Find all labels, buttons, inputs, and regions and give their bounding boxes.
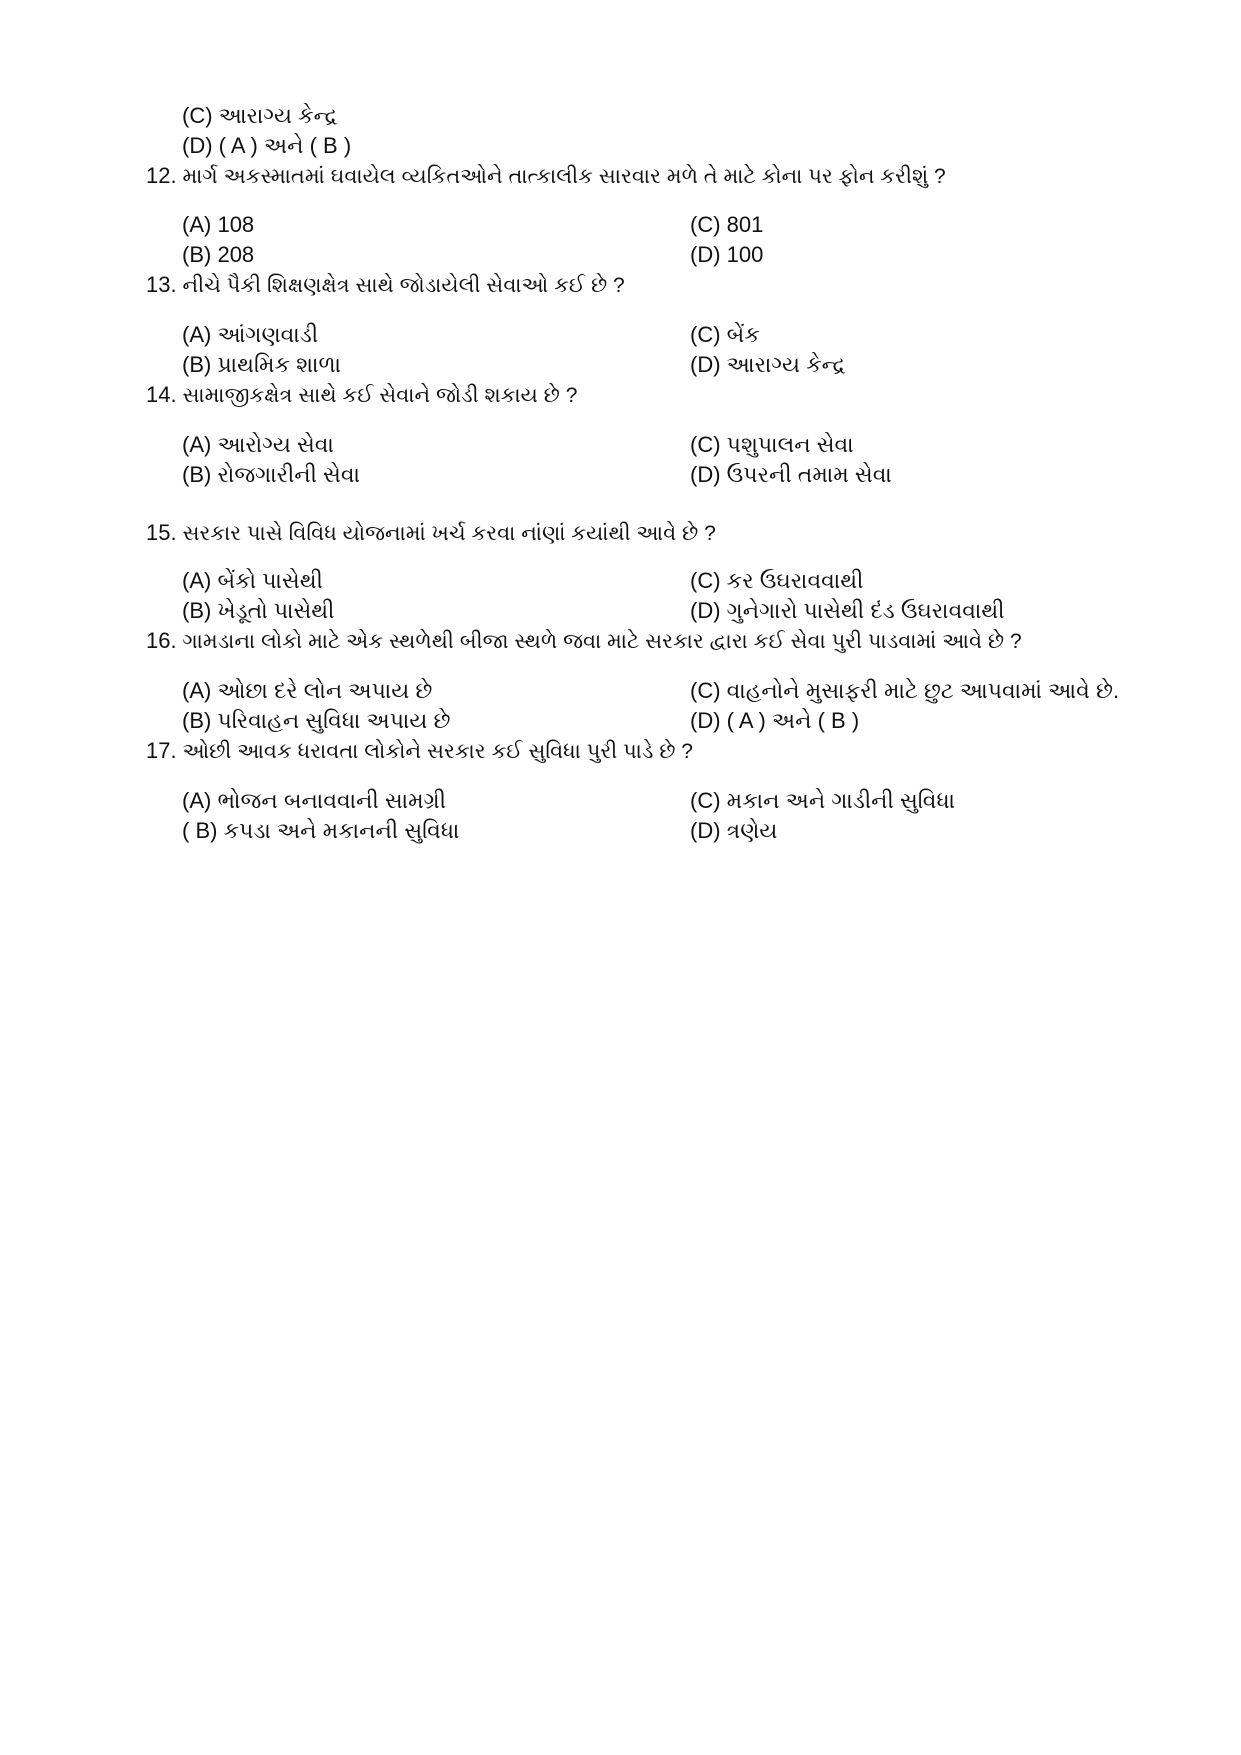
option-d-continued xyxy=(182,135,351,157)
option-text: ( A ) અને ( B ) xyxy=(218,133,352,158)
q16-option-a xyxy=(182,680,432,702)
option-letter: (D) xyxy=(690,708,721,733)
q12-option-a xyxy=(182,214,254,236)
option-text: ખેડૂતો પાસેથી xyxy=(217,598,335,623)
option-text: ઓછા દરે લોન અપાય છે xyxy=(217,678,433,703)
question-number: 17. xyxy=(146,738,177,763)
option-letter: (C) xyxy=(690,432,721,457)
option-letter: (A) xyxy=(182,788,212,813)
option-c-continued xyxy=(182,105,338,127)
option-letter: (A) xyxy=(182,568,212,593)
q15-option-b xyxy=(182,600,334,622)
q15-option-d xyxy=(690,600,1005,622)
option-text: ( A ) અને ( B ) xyxy=(726,708,860,733)
question-text: માર્ગ અકસ્માતમાં ઘવાયેલ વ્યકિતઓને તાત્કાલીક સારવાર મળે તે માટે કોના પર ફોન કરીશું ? xyxy=(182,165,946,188)
option-letter: (C) xyxy=(690,322,721,347)
option-letter: (B) xyxy=(182,462,212,487)
option-text: બેંક xyxy=(726,322,760,347)
option-letter: (C) xyxy=(690,212,721,237)
q16-option-b xyxy=(182,710,451,732)
question-16 xyxy=(146,630,1022,652)
option-text: પરિવાહન સુવિધા અપાય છે xyxy=(217,708,451,733)
option-letter: (D) xyxy=(182,133,213,158)
option-letter: (B) xyxy=(182,708,212,733)
question-number: 14. xyxy=(146,382,177,407)
option-letter: (D) xyxy=(690,598,721,623)
q17-option-b xyxy=(182,820,459,842)
option-letter: (A) xyxy=(182,678,212,703)
option-text: આરાગ્ય કેન્દ્ર xyxy=(726,352,846,377)
option-letter: (D) xyxy=(690,352,721,377)
q14-option-d xyxy=(690,464,892,486)
option-text: ઉપરની તમામ સેવા xyxy=(726,462,892,487)
option-text: 208 xyxy=(217,242,255,267)
option-text: આરાગ્ય કેન્દ્ર xyxy=(218,103,338,128)
option-text: 801 xyxy=(726,212,764,237)
option-letter: (A) xyxy=(182,212,212,237)
option-text: 100 xyxy=(726,242,764,267)
q17-option-a xyxy=(182,790,446,812)
option-text: ગુનેગારો પાસેથી દંડ ઉઘરાવવાથી xyxy=(726,598,1005,623)
q15-option-c xyxy=(690,570,863,592)
option-letter: (B) xyxy=(182,352,212,377)
q13-option-d xyxy=(690,354,846,376)
option-text: કર ઉઘરાવવાથી xyxy=(726,568,864,593)
q14-option-c xyxy=(690,434,854,456)
option-letter: (D) xyxy=(690,242,721,267)
option-text: બેંકો પાસેથી xyxy=(217,568,323,593)
option-text: આંગણવાડી xyxy=(217,322,319,347)
option-letter: (D) xyxy=(690,818,721,843)
option-text: કપડા અને મકાનની સુવિધા xyxy=(223,818,460,843)
question-15 xyxy=(146,522,716,544)
question-14 xyxy=(146,384,577,406)
question-number: 12. xyxy=(146,163,177,188)
question-number: 16. xyxy=(146,628,177,653)
option-letter: (D) xyxy=(690,462,721,487)
q12-option-d xyxy=(690,244,763,266)
q16-option-c xyxy=(690,680,1119,702)
option-letter: (C) xyxy=(182,103,213,128)
option-text: વાહનોને મુસાફરી માટે છુટ આપવામાં આવે છે. xyxy=(726,678,1120,703)
option-letter: (C) xyxy=(690,568,721,593)
q13-option-b xyxy=(182,354,341,376)
option-text: રોજગારીની સેવા xyxy=(217,462,360,487)
option-text: આરોગ્ય સેવા xyxy=(217,432,334,457)
option-text: પશુપાલન સેવા xyxy=(726,432,854,457)
question-number: 15. xyxy=(146,520,177,545)
option-text: 108 xyxy=(217,212,255,237)
question-text: સરકાર પાસે વિવિધ યોજનામાં ખર્ચ કરવા નાંણાં કયાંથી આવે છે ? xyxy=(182,522,716,545)
option-letter: (C) xyxy=(690,678,721,703)
option-letter: (A) xyxy=(182,432,212,457)
q13-option-a xyxy=(182,324,318,346)
option-letter: (C) xyxy=(690,788,721,813)
question-text: સામાજીકક્ષેત્ર સાથે કઈ સેવાને જોડી શકાય છે ? xyxy=(182,384,578,407)
question-17 xyxy=(146,740,693,762)
question-12 xyxy=(146,165,946,187)
q15-option-a xyxy=(182,570,323,592)
q16-option-d xyxy=(690,710,859,732)
q14-option-a xyxy=(182,434,334,456)
question-number: 13. xyxy=(146,272,177,297)
option-letter: (B) xyxy=(182,598,212,623)
option-text: મકાન અને ગાડીની સુવિધા xyxy=(726,788,956,813)
option-letter: (A) xyxy=(182,322,212,347)
question-text: નીચે પૈકી શિક્ષણક્ષેત્ર સાથે જોડાયેલી સેવાઓ કઈ છે ? xyxy=(182,274,625,297)
question-13 xyxy=(146,274,625,296)
question-text: ઓછી આવક ધરાવતા લોકોને સરકાર કઈ સુવિધા પુરી પાડે છે ? xyxy=(182,740,693,763)
q17-option-d xyxy=(690,820,777,842)
option-letter: (B) xyxy=(182,242,212,267)
q12-option-c xyxy=(690,214,763,236)
q13-option-c xyxy=(690,324,760,346)
q17-option-c xyxy=(690,790,955,812)
q14-option-b xyxy=(182,464,360,486)
option-text: ત્રણેય xyxy=(726,818,778,843)
option-text: પ્રાથમિક શાળા xyxy=(217,352,342,377)
question-text: ગામડાના લોકો માટે એક સ્થળેથી બીજા સ્થળે જવા માટે સરકાર દ્વારા કઈ સેવા પુરી પાડવામાં આવે છે ? xyxy=(182,630,1022,653)
option-text: ભોજન બનાવવાની સામગ્રી xyxy=(217,788,447,813)
option-letter: ( B) xyxy=(182,818,218,843)
q12-option-b xyxy=(182,244,254,266)
